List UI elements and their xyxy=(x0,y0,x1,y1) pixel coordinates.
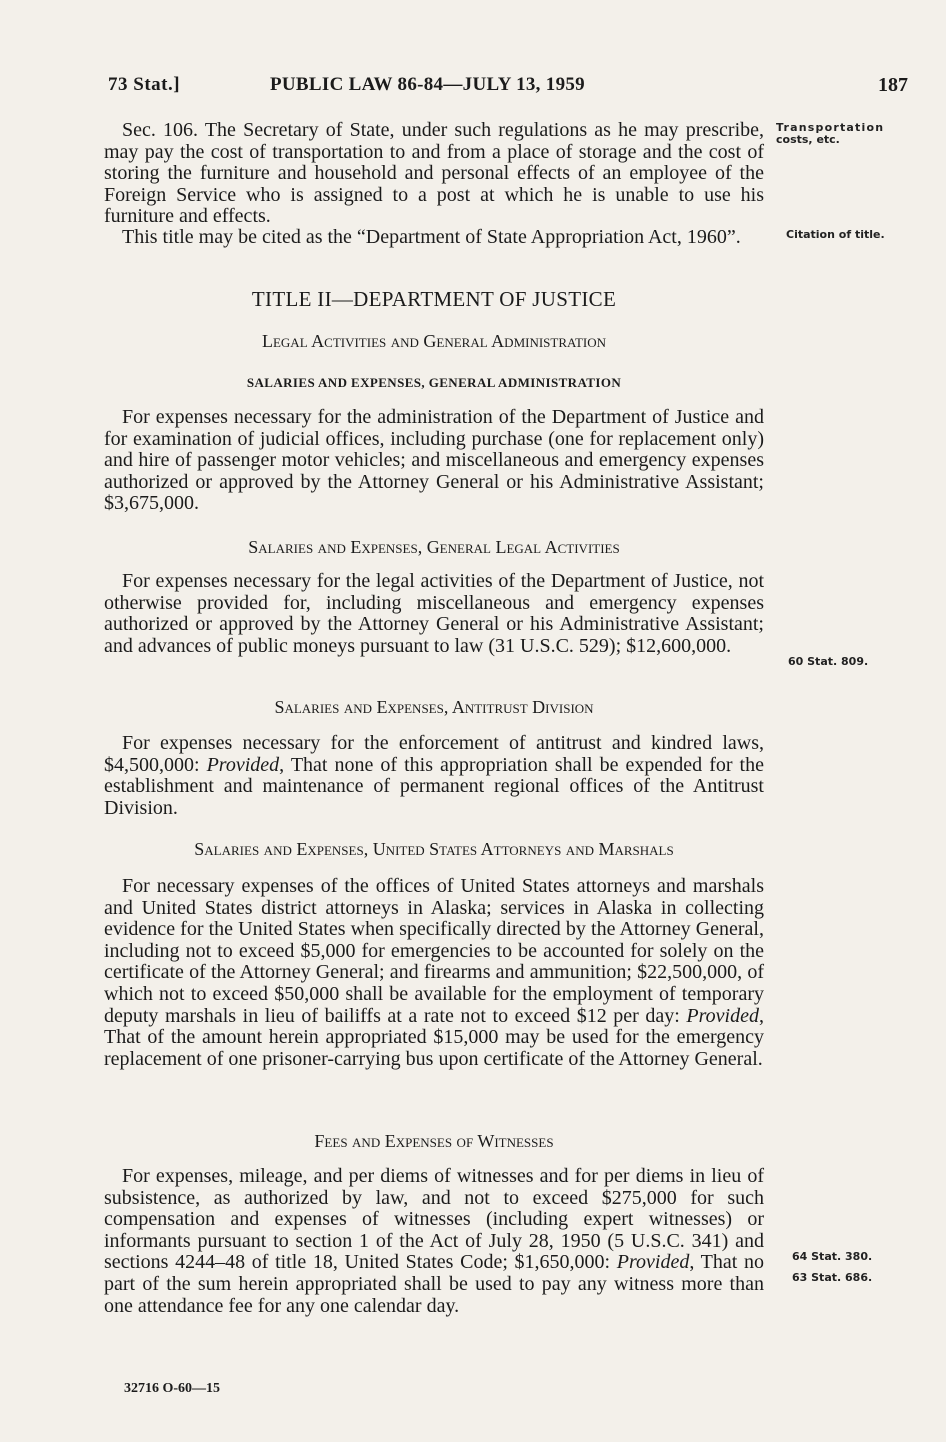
witnesses-text-part2: , That no part of the sum herein appropriated shall be used to pay any witness more than one attendance fee for any one calendar day. xyxy=(104,1251,764,1317)
general-legal-heading: Salaries and Expenses, General Legal Activities xyxy=(248,537,620,557)
printing-footer: 32716 O-60—15 xyxy=(124,1381,221,1396)
witnesses-heading: Fees and Expenses of Witnesses xyxy=(314,1131,554,1151)
witnesses-text-part1: For expenses, mileage, and per diems of witnesses and for per diems in lieu of subsistence, as authorized by law, and not to exceed $275,000 for such compensation and expenses of witnesses (including expert witnesses) or informants pursuant to section 1 of the Act of July 28, 1950 (5 U.S.C. 341) and sections 4244–48 of title 18, United States Code; $1,650,000: xyxy=(104,1165,764,1274)
margin-note-costs: costs, etc. xyxy=(776,133,840,146)
general-admin-paragraph xyxy=(104,407,764,515)
witnesses-paragraph xyxy=(104,1166,764,1317)
legal-activities-heading: Legal Activities and General Administration xyxy=(261,331,607,351)
running-header-left: 73 Stat.] xyxy=(108,74,181,95)
witnesses-provided: Provided xyxy=(616,1251,690,1274)
margin-note-60-stat-809: 60 Stat. 809. xyxy=(788,655,869,668)
attorneys-heading: Salaries and Expenses, United States Attorneys and Marshals xyxy=(194,839,674,859)
antitrust-paragraph xyxy=(104,733,764,819)
margin-note-transportation-line1: Transportation xyxy=(776,121,885,134)
antitrust-text-part2: , That none of this appropriation shall be expended for the establishment and maintenance of permanent regional offices of the Antitrust Division. xyxy=(104,753,764,819)
antitrust-heading: Salaries and Expenses, Antitrust Division xyxy=(274,697,594,717)
attorneys-provided: Provided xyxy=(686,1004,759,1027)
attorneys-text-part1: For necessary expenses of the offices of United States attorneys and marshals and United States district attorneys in Alaska; services in Alaska in collecting evidence for the United States when specifically directed by the Attorney General, including not to exceed $5,000 for emergencies to be accounted for solely on the certificate of the Attorney General; and firearms and ammunition; $22,500,000, of which not to exceed $50,000 shall be available for the employment of temporary deputy marshals in lieu of bailiffs at a rate not to exceed $12 per day: xyxy=(104,875,764,1027)
general-legal-paragraph xyxy=(104,571,764,657)
antitrust-text xyxy=(104,733,764,819)
citation-text: This title may be cited as the “Department of State Appropriation Act, 1960”. xyxy=(122,226,741,248)
running-header-title: PUBLIC LAW 86-84—JULY 13, 1959 xyxy=(270,74,585,95)
general-admin-text: For expenses necessary for the administration of the Department of Justice and for examination of judicial offices, including purchase (one for replacement only) and hire of passenger motor vehicles; and miscellaneous and emergency expenses authorized or approved by the Attorney General or his Administrative Assistant; $3,675,000. xyxy=(104,406,764,515)
general-legal-text: For expenses necessary for the legal activities of the Department of Justice, not otherwise provided for, including miscellaneous and emergency expenses authorized or approved by the Attorney General or his Administrative Assistant; and advances of public moneys pursuant to law (31 U.S.C. 529); $12,600,000. xyxy=(104,570,764,657)
witnesses-text xyxy=(104,1166,764,1317)
attorneys-text xyxy=(104,876,764,1070)
margin-note-64-stat-380: 64 Stat. 380. xyxy=(792,1250,873,1263)
general-admin-subheading: SALARIES AND EXPENSES, GENERAL ADMINISTRATION xyxy=(246,375,622,390)
attorneys-text-part2: , That of the amount herein appropriated $15,000 may be used for the emergency replacement of one prisoner-carrying bus upon certificate of the Attorney General. xyxy=(104,1004,764,1070)
antitrust-provided: Provided xyxy=(206,753,280,776)
page-number: 187 xyxy=(878,74,908,96)
section-106-text: Sec. 106. The Secretary of State, under such regulations as he may prescribe, may pay the cost of transportation to and from a place of storage and the cost of storing the furniture and household and personal effects of an employee of the Foreign Service who is assigned to a post at which he is unable to use his furniture and effects. xyxy=(104,119,764,228)
attorneys-paragraph xyxy=(104,876,764,1070)
citation-paragraph xyxy=(104,227,764,249)
title-heading: TITLE II—DEPARTMENT OF JUSTICE xyxy=(251,287,617,311)
margin-note-63-stat-686: 63 Stat. 686. xyxy=(792,1271,873,1284)
margin-note-citation: Citation of title. xyxy=(786,228,885,241)
antitrust-text-part1: For expenses necessary for the enforcement of antitrust and kindred laws, $4,500,000: xyxy=(104,732,764,776)
section-106 xyxy=(104,120,764,228)
